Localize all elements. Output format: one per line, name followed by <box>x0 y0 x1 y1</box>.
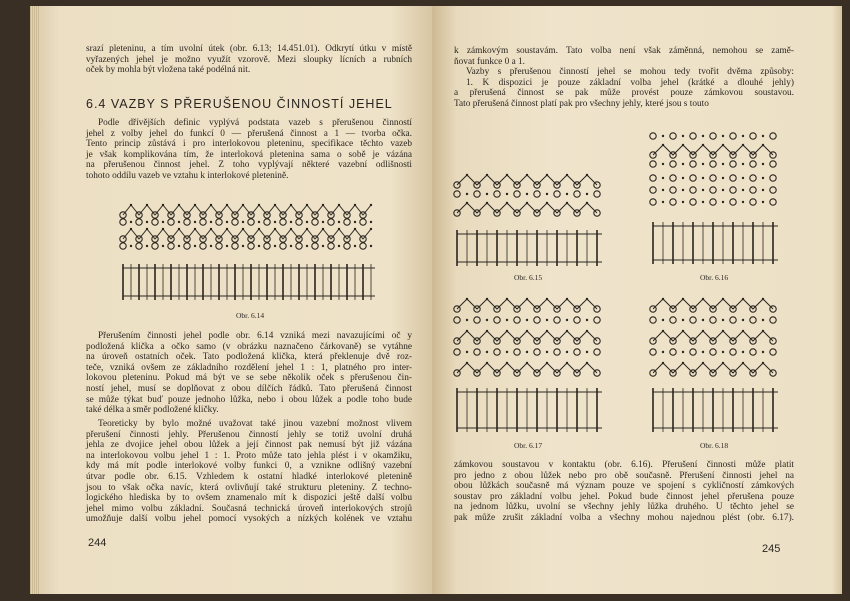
loop-mark <box>750 161 756 167</box>
needle-dot <box>506 319 508 321</box>
loop-mark <box>474 349 480 355</box>
needle-dot <box>194 245 196 247</box>
loop-mark <box>514 317 520 323</box>
text-line: Vazby s přerušenou činností jehel se mohou tedy tvořit dvěma způsoby: <box>466 67 794 78</box>
text-line: přerušení činnosti jehly. Přerušenou činností jehly se totiž uvolní druhá <box>86 429 412 440</box>
text-line: zámkovou soustavou v kontaktu (obr. 6.16). Přerušení činnosti může platit <box>454 460 794 470</box>
yarn-path <box>457 331 597 341</box>
needle-dot <box>210 245 212 247</box>
loop-mark <box>360 219 366 225</box>
text-line: a přerušená činnost se pak může provést pouze zámkovou soustavou. <box>454 88 794 99</box>
needle-dot <box>162 245 164 247</box>
needle-dot <box>486 319 488 321</box>
needle-dot <box>226 245 228 247</box>
loop-mark <box>710 133 716 139</box>
needle-dot <box>742 135 744 137</box>
loop-mark <box>120 243 126 249</box>
loop-mark <box>534 317 540 323</box>
needle-dot <box>274 245 276 247</box>
loop-mark <box>120 219 126 225</box>
text-line: oček by mohla být vložena také podélná nit. <box>86 65 251 76</box>
text-line: ností jehel, musí se doplňovat z obou dílčích řádků. Tato přerušená činnost <box>86 383 412 394</box>
loop-mark <box>670 133 676 139</box>
loop-mark <box>216 219 222 225</box>
text-line: teče, vzniká ovšem ze základního rozdělení jehel 1 : 1, platného pro inter- <box>86 362 412 373</box>
loop-mark <box>454 191 460 197</box>
loop-mark <box>554 191 560 197</box>
needle-dot <box>702 319 704 321</box>
loop-mark <box>184 219 190 225</box>
loop-mark <box>690 187 696 193</box>
needle-dot <box>274 221 276 223</box>
needle-dot <box>466 193 468 195</box>
needle-dot <box>162 221 164 223</box>
figure-caption-6-14: Obr. 6.14 <box>236 311 265 320</box>
figure-6-17 <box>452 294 607 436</box>
needle-dot <box>722 351 724 353</box>
loop-mark <box>650 161 656 167</box>
paragraph-2 <box>86 331 412 416</box>
needle-dot <box>702 201 704 203</box>
needle-dot <box>742 163 744 165</box>
needle-dot <box>662 135 664 137</box>
loop-mark <box>670 175 676 181</box>
loop-mark <box>750 349 756 355</box>
loop-mark <box>730 187 736 193</box>
needle-dot <box>682 319 684 321</box>
paragraph-3 <box>86 419 412 525</box>
text-line: obou lůžkách současně má význam pouze ve spojení s cykličností zámkových <box>454 481 794 492</box>
needle-dot <box>586 351 588 353</box>
needle-dot <box>130 245 132 247</box>
needle-dot <box>506 351 508 353</box>
yarn-path <box>653 363 773 373</box>
section-heading: 6.4 VAZBY S PŘERUŠENOU ČINNOSTÍ JEHEL <box>86 97 393 111</box>
text-line: pro jedno z obou lůžek nebo pro obě současně. Přerušení činnosti jehel na <box>454 470 794 481</box>
text-line: vyřazených jehel je možno využít vzorově. Mezi sloupky lícních a rubních <box>86 54 412 65</box>
loop-mark <box>710 349 716 355</box>
loop-mark <box>710 317 716 323</box>
loop-mark <box>710 161 716 167</box>
yarn-path <box>457 299 597 309</box>
loop-mark <box>264 243 270 249</box>
loop-mark <box>280 243 286 249</box>
loop-mark <box>514 349 520 355</box>
needle-dot <box>306 245 308 247</box>
text-line: kdy má mít podle interlokové volby funkci 0, a vznikne odlišný vazební <box>86 461 412 472</box>
text-line: Přerušením činnosti jehel podle obr. 6.14 vzniká mezi navazujícími oč y <box>98 331 412 341</box>
figure-caption-6-16: Obr. 6.16 <box>700 273 729 282</box>
text-line: ňovat funkce 0 a 1. <box>454 56 525 67</box>
text-line: pak může zrušit základní volba a všechny mohou najednou plést (obr. 6.17). <box>454 512 794 523</box>
figure-caption-6-18: Obr. 6.18 <box>700 441 729 450</box>
loop-mark <box>474 191 480 197</box>
needle-dot <box>682 351 684 353</box>
needle-dot <box>526 351 528 353</box>
loop-mark <box>474 317 480 323</box>
text-line: Teoreticky by bylo možné uvažovat také jinou vazební možnost vlivem <box>98 419 412 429</box>
needle-dot <box>682 163 684 165</box>
needle-dot <box>742 201 744 203</box>
loop-mark <box>690 349 696 355</box>
needle-dot <box>322 221 324 223</box>
text-line: jsou to však očka navíc, která ovlivňují také strukturu pleteniny. Z techno- <box>86 482 412 493</box>
loop-mark <box>574 191 580 197</box>
loop-mark <box>136 243 142 249</box>
needle-dot <box>194 221 196 223</box>
needle-dot <box>546 351 548 353</box>
needle-dot <box>586 319 588 321</box>
loop-mark <box>594 349 600 355</box>
needle-dot <box>722 135 724 137</box>
needle-dot <box>702 189 704 191</box>
yarn-path <box>457 203 597 213</box>
loop-mark <box>312 219 318 225</box>
needle-dot <box>322 245 324 247</box>
loop-mark <box>750 133 756 139</box>
needle-dot <box>682 189 684 191</box>
text-line: logického hlediska by to ovšem znamenalo mít k dispozici ještě další volbu <box>86 493 412 504</box>
figure-caption-6-15: Obr. 6.15 <box>514 273 543 282</box>
loop-mark <box>168 243 174 249</box>
needle-dot <box>762 177 764 179</box>
loop-mark <box>730 199 736 205</box>
loop-mark <box>534 349 540 355</box>
needle-dot <box>742 189 744 191</box>
loop-mark <box>750 199 756 205</box>
text-line: podložená klička a očko samo (v obrázku naznačeno čárkovaně) se vytáhne <box>86 341 412 352</box>
needle-dot <box>662 201 664 203</box>
loop-mark <box>670 317 676 323</box>
needle-dot <box>258 221 260 223</box>
yarn-path <box>653 299 773 309</box>
loop-mark <box>670 199 676 205</box>
loop-mark <box>232 219 238 225</box>
needle-dot <box>702 177 704 179</box>
text-line: útvar podle obr. 6.15. Vzhledem k ostatní hladké interlokové pletenině <box>86 471 412 482</box>
loop-mark <box>344 219 350 225</box>
loop-mark <box>650 133 656 139</box>
needle-dot <box>722 177 724 179</box>
needle-dot <box>290 221 292 223</box>
text-line: 1. K dispozici je pouze základní volba jehel (krátké a dlouhé jehly) <box>466 77 794 88</box>
loop-mark <box>650 349 656 355</box>
text-line: na přerušenou činnost jehel. Z toho vyplývají některé vazební odlišnosti <box>86 160 412 171</box>
needle-dot <box>662 319 664 321</box>
text-line: k zámkovým soustavám. Tato volba není však záměnná, nemohou se zamě- <box>454 46 794 56</box>
loop-mark <box>152 219 158 225</box>
loop-mark <box>554 317 560 323</box>
text-line: se může týkat buď pouze jednoho lůžka, nebo i obou lůžek a podle toho bude <box>86 394 412 405</box>
text-line: lokovou pleteninu. Pokud má být ve se sebe několik oček s přerušenou čin- <box>86 373 412 384</box>
needle-dot <box>290 245 292 247</box>
loop-mark <box>494 349 500 355</box>
needle-dot <box>370 245 372 247</box>
loop-mark <box>594 191 600 197</box>
loop-mark <box>574 317 580 323</box>
needle-dot <box>546 193 548 195</box>
needle-dot <box>338 245 340 247</box>
loop-mark <box>670 161 676 167</box>
loop-mark <box>312 243 318 249</box>
text-line: jehel z volby jehel do funkcí 0 — přerušená činnost a 1 — tvorba očka. <box>86 128 412 139</box>
text-line: také délka a směr podložené kličky. <box>86 405 219 416</box>
loop-mark <box>710 187 716 193</box>
loop-mark <box>770 199 776 205</box>
loop-mark <box>494 317 500 323</box>
loop-mark <box>554 349 560 355</box>
yarn-path <box>457 175 597 185</box>
paragraph-1 <box>86 118 412 182</box>
needle-dot <box>762 135 764 137</box>
loop-mark <box>730 161 736 167</box>
needle-dot <box>354 245 356 247</box>
text-line: soustav pro základní volbu jehel. Pokud bude činnost jehel přerušena pouze <box>454 491 794 502</box>
loop-mark <box>650 317 656 323</box>
needle-dot <box>762 319 764 321</box>
needle-dot <box>178 245 180 247</box>
loop-mark <box>750 317 756 323</box>
needle-dot <box>762 189 764 191</box>
needle-dot <box>722 163 724 165</box>
loop-mark <box>670 187 676 193</box>
loop-mark <box>454 317 460 323</box>
loop-mark <box>650 187 656 193</box>
loop-mark <box>296 243 302 249</box>
loop-mark <box>534 191 540 197</box>
text-line: je však komplikována tím, že interloková pletenina sama o sobě je vázána <box>86 149 412 160</box>
loop-mark <box>264 219 270 225</box>
text-line: srazí pleteninu, a tím uvolní útek (obr. 6.13; 14.451.01). Odkrytí útku v místě <box>86 44 412 54</box>
loop-mark <box>152 243 158 249</box>
loop-mark <box>328 243 334 249</box>
text-line: tohoto oddílu vazeb ve vztahu k interlokové pletenině. <box>86 170 289 181</box>
loop-mark <box>750 187 756 193</box>
needle-dot <box>210 221 212 223</box>
needle-dot <box>662 189 664 191</box>
right-bottom-paragraph <box>454 460 794 524</box>
needle-dot <box>742 319 744 321</box>
yarn-path <box>653 145 773 155</box>
needle-dot <box>178 221 180 223</box>
needle-dot <box>466 319 468 321</box>
page-number-left: 244 <box>88 537 107 549</box>
figure-6-15 <box>452 168 607 270</box>
loop-mark <box>344 243 350 249</box>
loop-mark <box>650 175 656 181</box>
needle-dot <box>662 163 664 165</box>
loop-mark <box>770 175 776 181</box>
figure-6-18 <box>648 294 783 436</box>
needle-dot <box>130 221 132 223</box>
text-line: Tento princip zůstává i pro interlokovou pleteninu, specifikace těchto vazeb <box>86 139 412 150</box>
loop-mark <box>200 219 206 225</box>
needle-dot <box>306 221 308 223</box>
needle-dot <box>546 319 548 321</box>
loop-mark <box>136 219 142 225</box>
loop-mark <box>770 349 776 355</box>
needle-dot <box>586 193 588 195</box>
loop-mark <box>248 219 254 225</box>
loop-mark <box>690 175 696 181</box>
needle-dot <box>226 221 228 223</box>
loop-mark <box>296 219 302 225</box>
loop-mark <box>594 317 600 323</box>
needle-dot <box>762 351 764 353</box>
loop-mark <box>168 219 174 225</box>
needle-dot <box>242 221 244 223</box>
loop-mark <box>770 161 776 167</box>
needle-dot <box>702 163 704 165</box>
needle-dot <box>566 351 568 353</box>
needle-dot <box>146 221 148 223</box>
loop-mark <box>216 243 222 249</box>
loop-mark <box>770 133 776 139</box>
loop-mark <box>248 243 254 249</box>
loop-mark <box>494 191 500 197</box>
text-line: na interlokovou volbu jehel 1 : 1. Proto může tato jehla plést i v okamžiku, <box>86 450 412 461</box>
needle-dot <box>682 177 684 179</box>
needle-dot <box>722 201 724 203</box>
needle-dot <box>242 245 244 247</box>
needle-dot <box>662 177 664 179</box>
loop-mark <box>690 133 696 139</box>
text-line: jehla ze dvojice jehel obou lůžek a její činnost pak nemusí být již vázána <box>86 440 412 451</box>
figure-caption-6-17: Obr. 6.17 <box>514 441 543 450</box>
needle-dot <box>526 319 528 321</box>
page-number-right: 245 <box>762 543 781 555</box>
needle-dot <box>370 221 372 223</box>
needle-dot <box>354 221 356 223</box>
loop-mark <box>710 175 716 181</box>
needle-dot <box>762 201 764 203</box>
needle-dot <box>702 351 704 353</box>
needle-dot <box>762 163 764 165</box>
needle-dot <box>258 245 260 247</box>
needle-dot <box>486 351 488 353</box>
loop-mark <box>770 187 776 193</box>
needle-dot <box>682 135 684 137</box>
yarn-path <box>457 363 597 373</box>
right-top-paragraph <box>454 46 794 110</box>
loop-mark <box>670 349 676 355</box>
figure-6-16 <box>648 128 783 270</box>
loop-mark <box>730 175 736 181</box>
needle-dot <box>566 193 568 195</box>
loop-mark <box>328 219 334 225</box>
needle-dot <box>526 193 528 195</box>
intro-paragraph <box>86 44 412 76</box>
text-line: na úroveň ostatních oček. Tato podložená klička, která překlenuje dvě roz- <box>86 352 412 363</box>
loop-mark <box>730 317 736 323</box>
loop-mark <box>690 199 696 205</box>
loop-mark <box>200 243 206 249</box>
page-edges <box>30 6 40 594</box>
needle-dot <box>722 189 724 191</box>
loop-mark <box>360 243 366 249</box>
needle-dot <box>742 177 744 179</box>
needle-dot <box>338 221 340 223</box>
text-line: jehel mimo volbu základní. Současná technická úroveň interlokových strojů <box>86 503 412 514</box>
loop-mark <box>280 219 286 225</box>
needle-dot <box>466 351 468 353</box>
text-line: umožňuje další volbu jehel pomocí vysokých a nízkých kolének ve vztahu <box>86 514 412 525</box>
text-line: na jednom lůžku, uvolní se všechny jehly lůžka druhého. U těchto jehel se <box>454 502 794 513</box>
loop-mark <box>730 133 736 139</box>
figure-6-14 <box>118 198 380 304</box>
needle-dot <box>722 319 724 321</box>
loop-mark <box>514 191 520 197</box>
needle-dot <box>682 201 684 203</box>
loop-mark <box>690 161 696 167</box>
needle-dot <box>566 319 568 321</box>
loop-mark <box>454 349 460 355</box>
loop-mark <box>770 317 776 323</box>
needle-dot <box>146 245 148 247</box>
needle-dot <box>486 193 488 195</box>
loop-mark <box>710 199 716 205</box>
loop-mark <box>730 349 736 355</box>
loop-mark <box>650 199 656 205</box>
loop-mark <box>574 349 580 355</box>
loop-mark <box>184 243 190 249</box>
needle-dot <box>506 193 508 195</box>
needle-dot <box>742 351 744 353</box>
yarn-path <box>653 331 773 341</box>
loop-mark <box>232 243 238 249</box>
needle-dot <box>702 135 704 137</box>
loop-mark <box>750 175 756 181</box>
text-line: Tato přerušená činnost platí pak pro všechny jehly, které jsou s touto <box>454 98 709 109</box>
loop-mark <box>690 317 696 323</box>
needle-dot <box>662 351 664 353</box>
text-line: Podle dřívějších definic vyplývá podstata vazeb s přerušenou činností <box>98 118 412 128</box>
